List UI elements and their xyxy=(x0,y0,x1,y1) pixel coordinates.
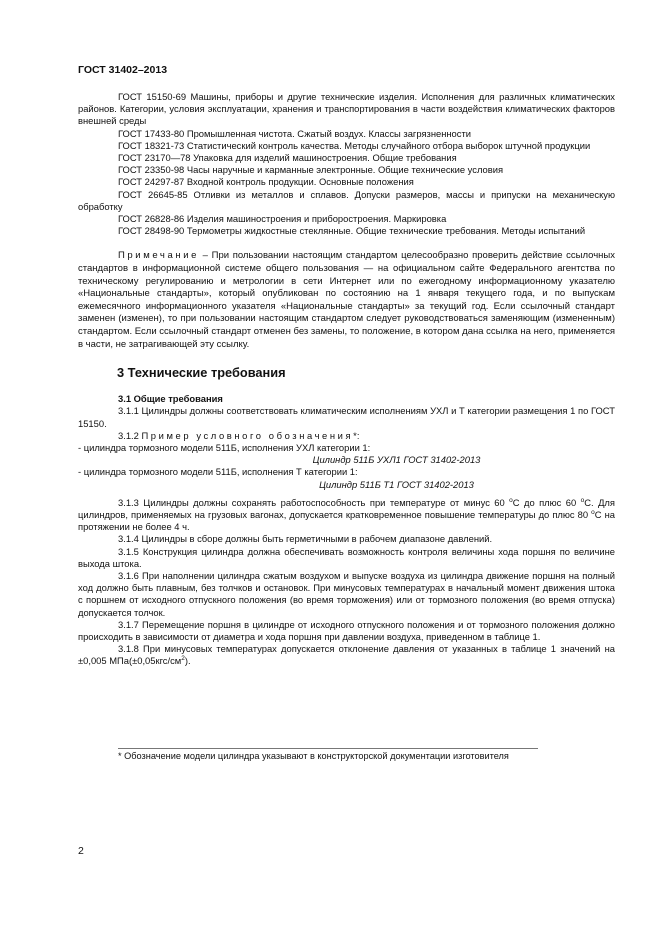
page-body xyxy=(78,91,615,668)
clause-3-1-6: 3.1.6 При наполнении цилиндра сжатым воздухом и выпуске воздуха из цилиндра движение поршня на полный ход должно быть плавным, без толчков и остановок. При минусовых температурах в начальный момент движения штока с поршнем от исходного отпускного положения (во время торможения) или от тормозного положения (во время отпуска) допускается толчок. xyxy=(78,570,615,618)
footnote-divider xyxy=(118,748,538,749)
reference-item: ГОСТ 26645-85 Отливки из металлов и сплавов. Допуски размеров, массы и припуски на механическую обработку xyxy=(78,188,615,212)
clause-text: С на протяжении не более 4 ч. xyxy=(78,509,615,533)
clause-3-1-4: 3.1.4 Цилиндры в сборе должны быть герметичными в рабочем диапазоне давлений. xyxy=(118,533,493,545)
reference-item: ГОСТ 26828-86 Изделия машиностроения и приборостроения. Маркировка xyxy=(118,213,447,225)
normative-references xyxy=(78,91,615,237)
reference-item: ГОСТ 18321-73 Статистический контроль качества. Методы случайного отбора выборок штучной продукции xyxy=(118,139,591,151)
clause-text: С. Для цилиндров, применяемых на грузовых вагонах, допускается кратковременное повышение температуры до плюс 80 xyxy=(78,496,615,521)
note-paragraph xyxy=(78,250,615,351)
clause-3-1-3 xyxy=(78,497,615,534)
note-text: – При пользовании настоящим стандартом целесообразно проверить действие ссылочных стандартов в информационной системе общего пользования — на официальном сайте Федерального агентства по техническому регулированию и метрологии в сети Интернет или по ежегодному информационному указателю «Национальные стандарты», который опубликован по состоянию на 1 января текущего года, и по выпускам ежемесячного информационного указателя «Национальные стандарты» за текущий год. Если ссылочный стандарт заменен (изменен), то при пользовании настоящим стандартом следует руководствоваться заменяющим (измененным) стандартом. Если ссылочный стандарт отменен без замены, то положение, в котором дана ссылка на него, применяется в части, не затрагивающей эту ссылку. xyxy=(78,250,615,350)
clause-3-1-1: 3.1.1 Цилиндры должны соответствовать климатическим исполнениям УХЛ и Т категории размещения 1 по ГОСТ 15150. xyxy=(78,405,615,429)
subsection-3-1-title: 3.1 Общие требования xyxy=(118,393,223,405)
note-label: Примечание xyxy=(118,250,199,262)
footnote: * Обозначение модели цилиндра указывают в конструкторской документации изготовителя xyxy=(118,751,509,761)
reference-item: ГОСТ 15150-69 Машины, приборы и другие технические изделия. Исполнения для различных климатических районов. Категории, условия эксплуатации, хранения и транспортирования в части воздействия климатических факторов внешней среды xyxy=(78,91,615,127)
example-label: Пример условного обозначения xyxy=(141,429,354,441)
clause-text: 3.1.8 При минусовых температурах допускается отклонение давления от указанных в таблице 1 значений на ±0,005 МПа(±0,05кгс/см xyxy=(78,643,615,667)
document-code-header: ГОСТ 31402–2013 xyxy=(78,64,168,76)
page-number: 2 xyxy=(78,845,84,857)
reference-item: ГОСТ 28498-90 Термометры жидкостные стеклянные. Общие технические требования. Методы испытаний xyxy=(118,225,586,237)
degree-sign: о xyxy=(509,496,513,504)
reference-item: ГОСТ 23350-98 Часы наручные и карманные электронные. Общие технические условия xyxy=(118,164,504,176)
example-2-text: - цилиндра тормозного модели 511Б, исполнения Т категории 1: xyxy=(78,466,358,478)
clause-text: 3.1.3 Цилиндры должны сохранять работоспособность при температуре от минус 60 xyxy=(118,496,510,508)
reference-item: ГОСТ 23170—78 Упаковка для изделий машиностроения. Общие требования xyxy=(118,152,457,164)
clause-3-1-2 xyxy=(78,430,615,442)
example-1-designation: Цилиндр 511Б УХЛ1 ГОСТ 31402-2013 xyxy=(312,454,481,466)
example-2-designation: Цилиндр 511Б Т1 ГОСТ 31402-2013 xyxy=(319,478,474,490)
clause-text: ). xyxy=(184,655,191,667)
section-3-title: 3 Технические требования xyxy=(117,365,286,381)
clause-3-1-5: 3.1.5 Конструкция цилиндра должна обеспечивать возможность контроля величины хода поршня по величине выхода штока. xyxy=(78,545,615,569)
footnote-mark: *: xyxy=(353,429,360,441)
clause-3-1-7: 3.1.7 Перемещение поршня в цилиндре от исходного отпускного положения и от тормозного положения должно происходить в зависимости от диаметра и хода поршня при давлении воздуха, приведенном в таблице 1. xyxy=(78,618,615,643)
superscript: 2 xyxy=(181,655,185,663)
reference-item: ГОСТ 17433-80 Промышленная чистота. Сжатый воздух. Классы загрязненности xyxy=(118,127,471,139)
degree-sign: о xyxy=(591,509,595,517)
clause-3-1-8 xyxy=(78,643,615,667)
reference-item: ГОСТ 24297-87 Входной контроль продукции. Основные положения xyxy=(118,176,414,188)
degree-sign: о xyxy=(580,496,585,504)
clause-text: С до плюс 60 xyxy=(512,496,581,508)
clause-number: 3.1.2 xyxy=(118,429,139,441)
example-1-text: - цилиндра тормозного модели 511Б, исполнения УХЛ категории 1: xyxy=(78,442,371,453)
